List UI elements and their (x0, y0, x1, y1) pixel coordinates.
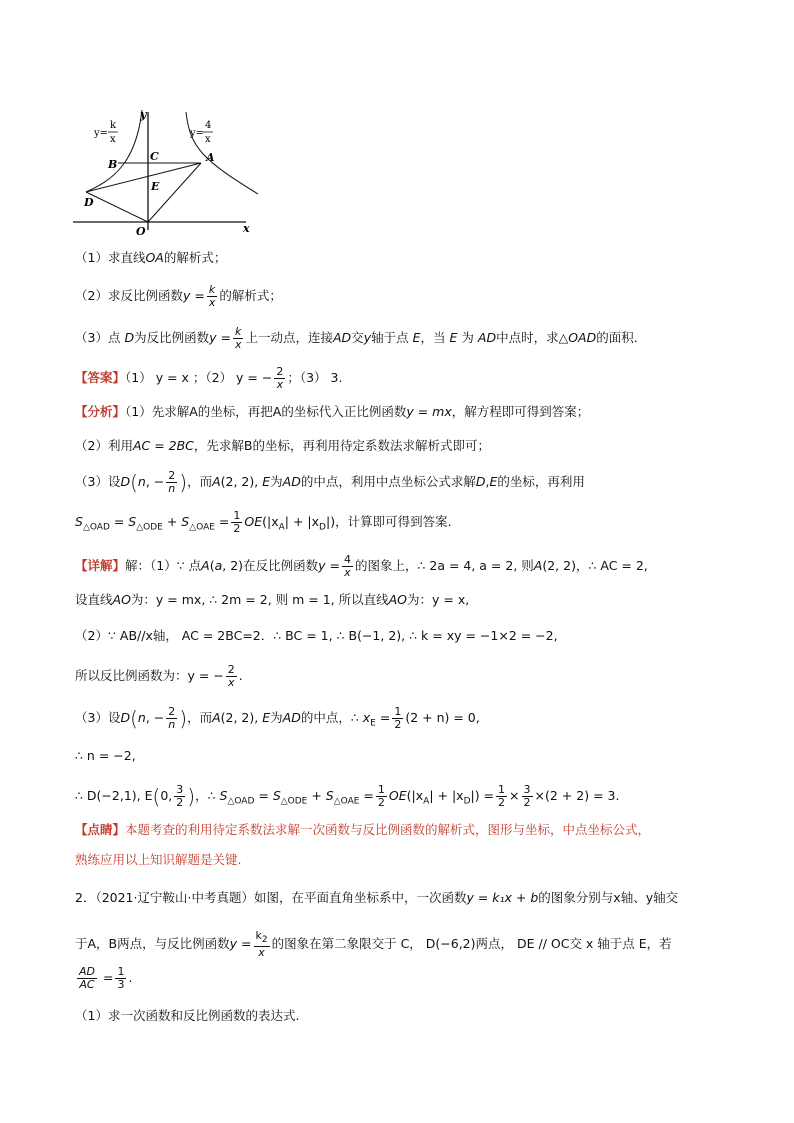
segment-DA (86, 163, 201, 192)
detail-line-2: 设直线AO为：y = mx, ∴ 2m = 2, 则 m = 1, 所以直线AO为：y = x, (75, 592, 470, 607)
label-D: D (84, 196, 94, 209)
label-B: B (108, 158, 118, 171)
right-hyperbola (186, 112, 258, 194)
answer-tag: 【答案】 (75, 370, 126, 385)
analysis-tag: 【分析】 (75, 404, 126, 419)
comment-tag: 【点睛】 (75, 822, 126, 837)
left-eq-num: k (110, 120, 117, 131)
comment-line-2: 熟练应用以上知识解题是关键. (75, 852, 242, 867)
detail-tag: 【详解】 (75, 558, 126, 573)
segment-DO (86, 192, 148, 222)
label-x: x (243, 222, 250, 235)
right-eq-lhs: y= (190, 128, 205, 139)
problem-2-line-3: $\frac{AD}{AC}$ = $\frac{1}{3}$ . (79, 965, 133, 991)
problem-2-line-4: （1）求一次函数和反比例函数的表达式. (75, 1008, 300, 1023)
question-2: （2）求反比例函数y = $\frac{k}{x}$ 的解析式； (75, 283, 282, 309)
answer-line: 【答案】（1） y = x ；（2） y = − $\frac{2}{x}$ ；（3） 3. (75, 365, 343, 391)
comment-line-1: 【点睛】本题考查的利用待定系数法求解一次函数与反比例函数的解析式，图形与坐标，中点坐标公式， (75, 822, 651, 837)
question-3: （3）点 D为反比例函数y = $\frac{k}{x}$ 上一动点，连接AD交y轴于点 E，当 E 为 AD中点时，求△OAD的面积． (75, 325, 647, 351)
label-C: C (150, 150, 159, 163)
detail-line-7: ∴ D(−2,1), E(0, $\frac{3}{2}$ )，∴ $S_{\triangle OAD} = S_{\triangle ODE} + S_{\triangle OAE}$ = $\frac{1}{2}$ $OE(|x_A| + |x_D|)$ = $\frac{1}{2}$ × $\frac{3}{2}$ ×(2 + 2) = 3. (75, 783, 620, 809)
analysis-line-3: （3）设D(n, − $\frac{2}{n}$ )，而A(2, 2), E为AD的中点，利用中点坐标公式求解D,E的坐标，再利用 (75, 469, 585, 495)
question-1: （1）求直线OA的解析式； (75, 250, 227, 265)
analysis-line-4: $S_{\triangle OAD} = S_{\triangle ODE} + S_{\triangle OAE}$ = $\frac{1}{2}$ $OE(|x_A| + |x_D|)$，计算即可得到答案. (75, 509, 452, 535)
detail-line-1: 【详解】解：（1）∵ 点A(a, 2)在反比例函数y = $\frac{4}{x}$ 的图象上，∴ 2a = 4, a = 2, 则A(2, 2)，∴ AC = 2, (75, 553, 648, 579)
label-y: y (140, 108, 147, 121)
analysis-line-1: 【分析】（1）先求解A的坐标，再把A的坐标代入正比例函数y = mx，解方程即可得到答案； (75, 404, 590, 419)
detail-line-6: ∴ n = −2, (75, 748, 136, 763)
detail-line-3: （2）∵ AB//x轴， AC = 2BC=2．∴ BC = 1, ∴ B(−1, 2), ∴ k = xy = −1×2 = −2, (75, 628, 558, 643)
left-eq-lhs: y= (94, 128, 109, 139)
problem-2-line-2: 于A，B两点，与反比例函数y = $\frac{k_2}{x}$ 的图象在第二象限交于 C， D(−6,2)两点， DE // OC交 x 轴于点 E，若 (75, 929, 672, 960)
left-eq-den: x (110, 134, 116, 145)
right-eq-num: 4 (205, 120, 212, 131)
analysis-line-2: （2）利用AC = 2BC，先求解B的坐标，再利用待定系数法求解析式即可； (75, 438, 490, 453)
detail-line-4: 所以反比例函数为：y = − $\frac{2}{x}$ . (75, 663, 243, 689)
label-E: E (151, 180, 160, 193)
right-eq-den: x (205, 134, 211, 145)
label-O: O (136, 225, 146, 238)
detail-line-5: （3）设D(n, − $\frac{2}{n}$ )，而A(2, 2), E为AD的中点，∴ $x_E$ = $\frac{1}{2}$ (2 + n) = 0, (75, 705, 480, 731)
label-A: A (206, 151, 215, 164)
geometry-figure (68, 108, 268, 238)
problem-2-line-1: 2．（2021·辽宁鞍山·中考真题）如图，在平面直角坐标系中，一次函数y = k₁x + b的图象分别与x轴、y轴交 (75, 890, 679, 905)
